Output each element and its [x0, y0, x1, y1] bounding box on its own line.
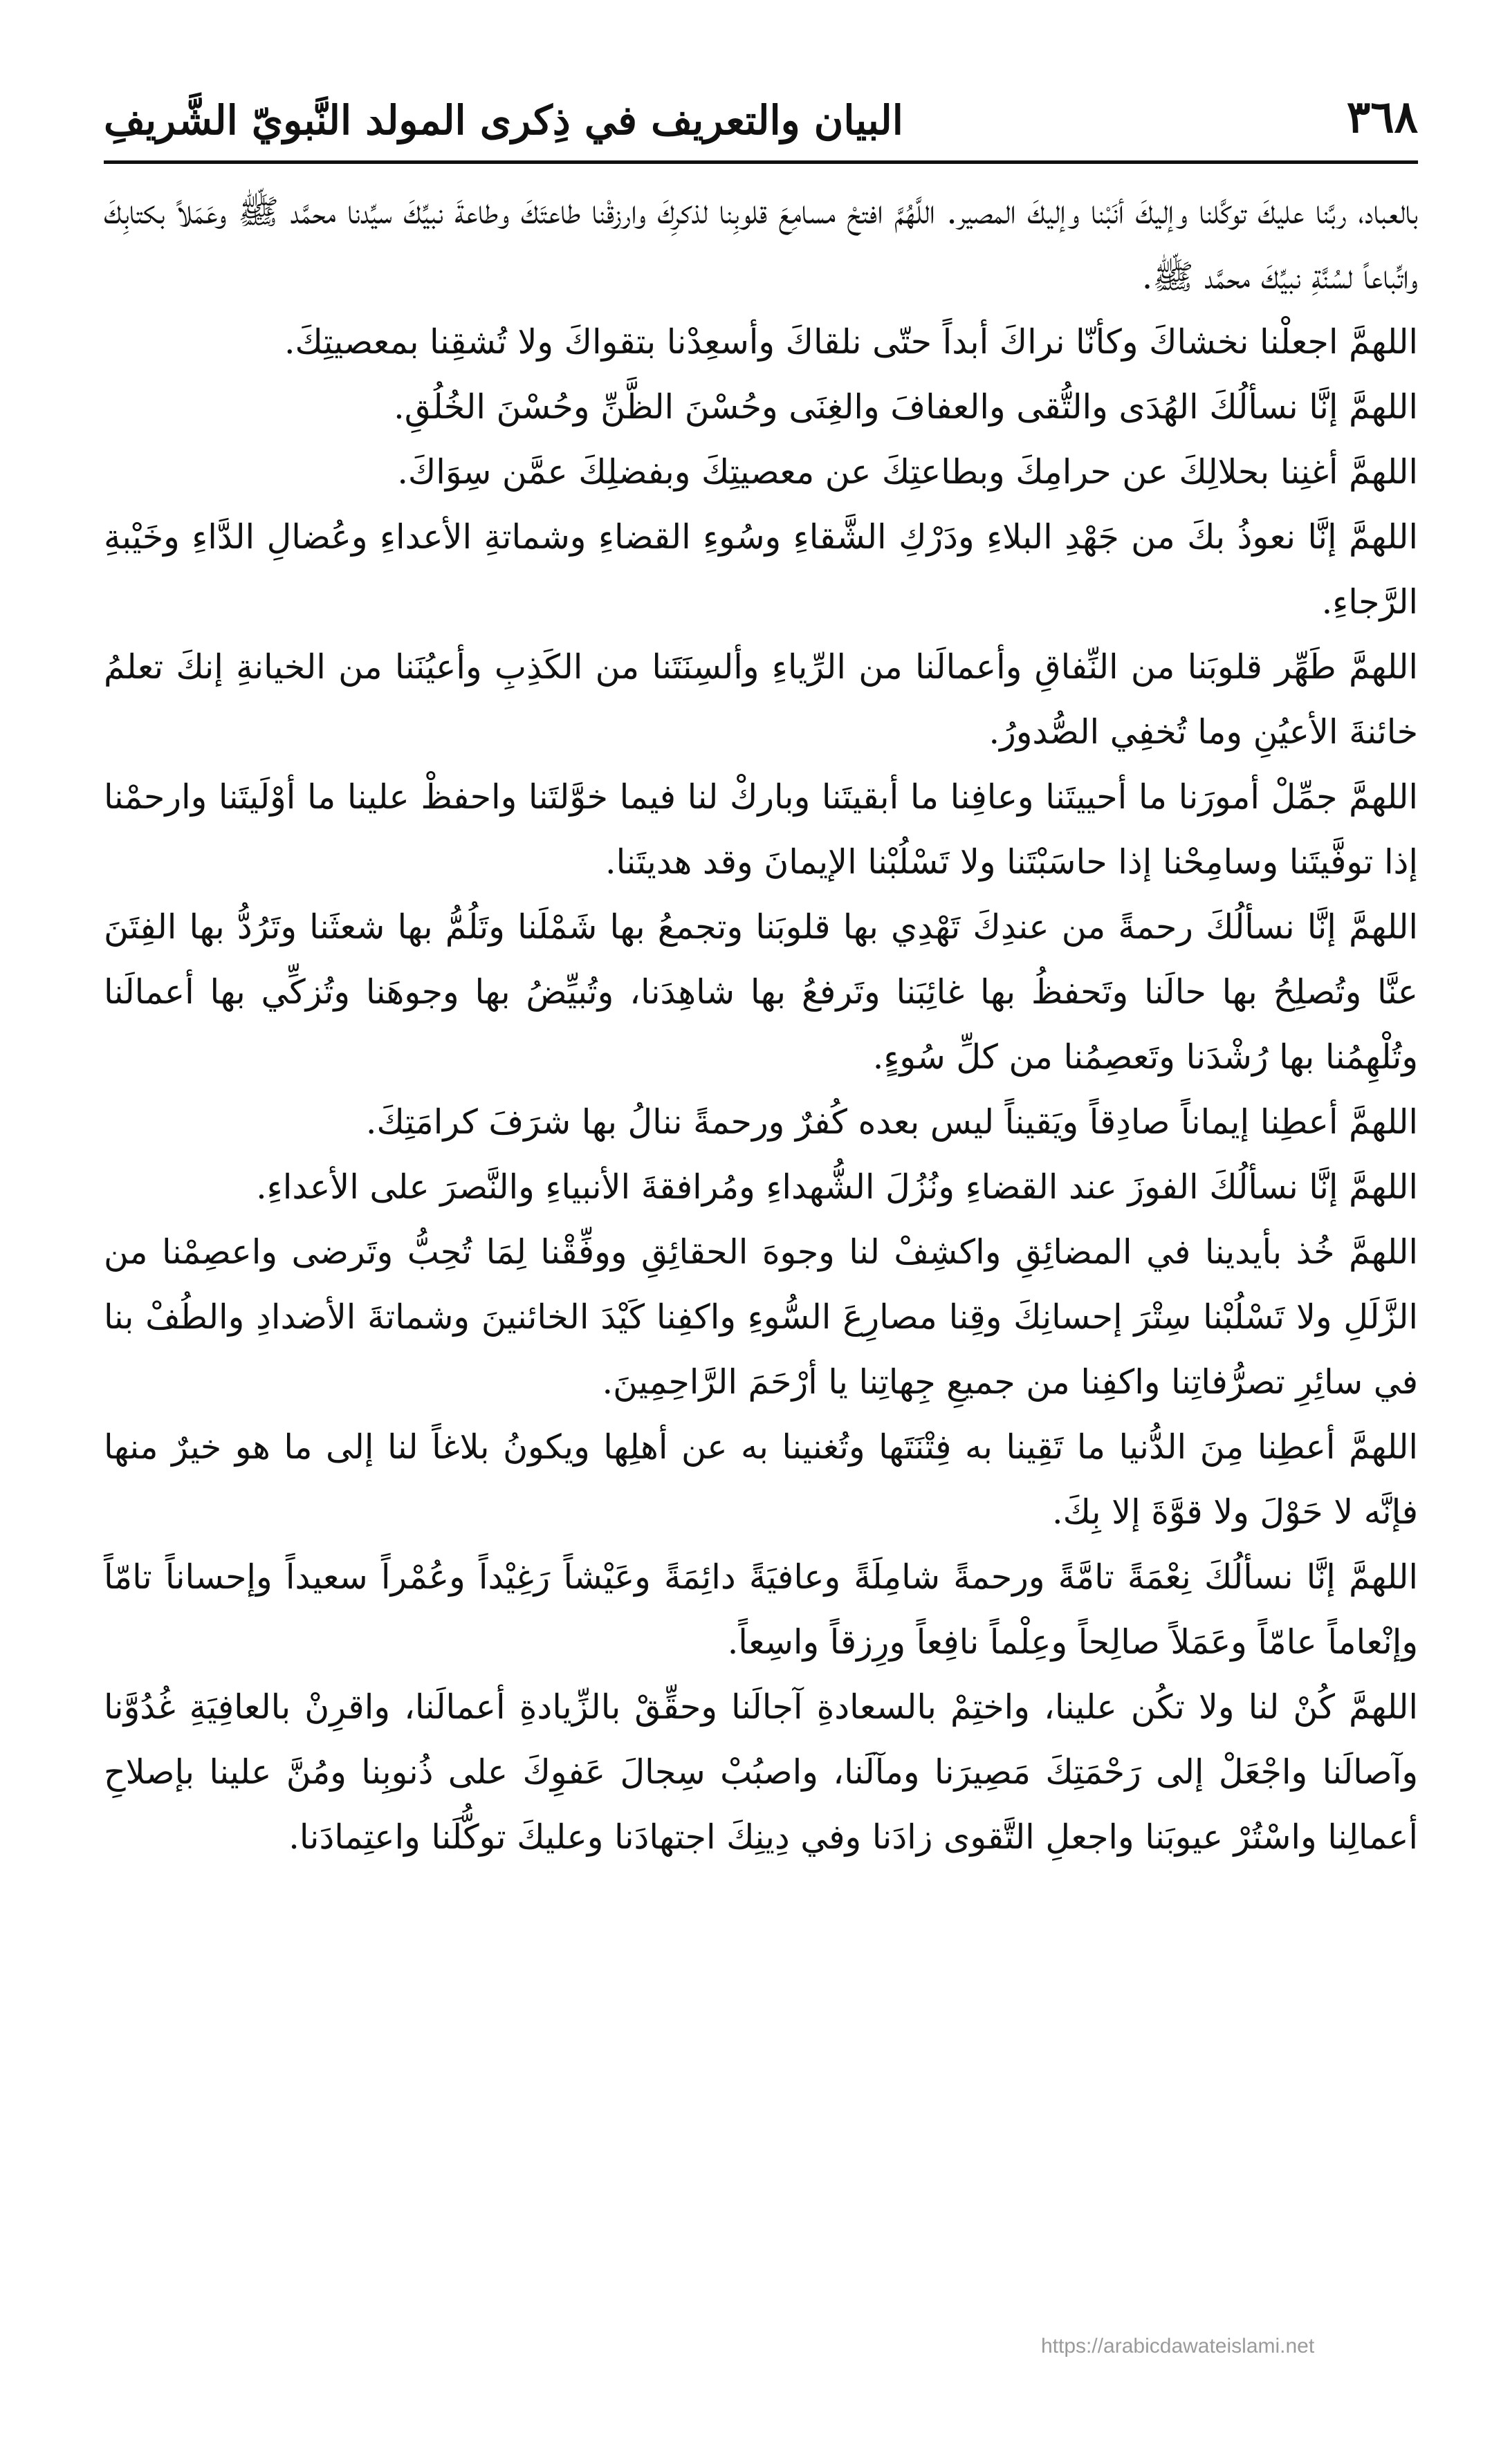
page-header	[104, 83, 1418, 159]
page-body	[104, 180, 1418, 1870]
paragraph-supplication: اللهمَّ إنَّا نعوذُ بكَ من جَهْدِ البلاءِ ودَرْكِ الشَّقاءِ وسُوءِ القضاءِ وشماتةِ الأعداءِ وعُضالِ الدَّاءِ وخَيْبةِ الرَّجاءِ.	[104, 517, 1418, 622]
watermark-url: https://arabicdawateislami.net	[1041, 2335, 1315, 2358]
paragraph-supplication: اللهمَّ أغنِنا بحلالِكَ عن حرامِكَ وبطاعتِكَ عن معصيتِكَ وبفضلِكَ عمَّن سِوَاكَ.	[397, 452, 1418, 492]
paragraph-supplication: اللهمَّ إنَّا نسألُكَ الفوزَ عند القضاءِ ونُزُلَ الشُّهداءِ ومُرافقةَ الأنبياءِ والنَّصرَ على الأعداءِ.	[256, 1167, 1418, 1207]
paragraph-continuation: بالعباد، ربَّنا عليكَ توكَّلنا وإليكَ أنَبْنا وإليكَ المصير. اللَّهُمَّ افتحْ مسامِعَ قلوبِنا لذكرِكَ وارزقْنا طاعتَكَ وطاعةَ نبيِّكَ سيِّدنا محمَّد ﷺ وعَمَلاً بكتابِكَ واتِّباعاً لسُنَّةِ نبيِّكَ محمَّد ﷺ.	[104, 192, 1418, 297]
page-number: ٣٦٨	[1346, 91, 1418, 143]
paragraph-supplication: اللهمَّ كُنْ لنا ولا تكُن علينا، واختِمْ بالسعادةِ آجالَنا وحقِّقْ بالزِّيادةِ أعمالَنا، واقرِنْ بالعافِيَةِ غُدُوَّنا وآصالَنا واجْعَلْ إلى رَحْمَتِكَ مَصِيرَنا ومآلَنا، واصبُبْ سِجالَ عَفوِكَ على ذُنوبِنا ومُنَّ علينا بإصلاحِ أعمالِنا واسْتُرْ عيوبَنا واجعلِ التَّقوى زادَنا وفي دِينِكَ اجتهادَنا وعليكَ توكُّلَنا واعتِمادَنا.	[104, 1687, 1418, 1857]
paragraph-supplication: اللهمَّ جمِّلْ أمورَنا ما أحييتَنا وعافِنا ما أبقيتَنا وباركْ لنا فيما خوَّلتَنا واحفظْ علينا ما أوْلَيتَنا وارحمْنا إذا توفَّيتَنا وسامِحْنا إذا حاسَبْتَنا ولا تَسْلُبْنا الإيمانَ وقد هديتَنا.	[104, 777, 1418, 882]
header-divider	[104, 160, 1418, 164]
running-title: البيان والتعريف في ذِكرى المولد النَّبويّ الشَّريفِ	[104, 97, 903, 144]
paragraph-supplication: اللهمَّ إنَّا نسألُكَ الهُدَى والتُّقى والعفافَ والغِنَى وحُسْنَ الظَّنِّ وحُسْنَ الخُلُقِ.	[394, 387, 1418, 427]
paragraph-supplication: اللهمَّ إنَّا نسألُكَ نِعْمَةً تامَّةً ورحمةً شامِلَةً وعافيَةً دائِمَةً وعَيْشاً رَغِيْداً وعُمْراً سعيداً وإحساناً تامّاً وإنْعاماً عامّاً وعَمَلاً صالِحاً وعِلْماً نافِعاً ورِزقاً واسِعاً.	[104, 1557, 1418, 1662]
paragraph-supplication: اللهمَّ خُذ بأيدينا في المضائِقِ واكشِفْ لنا وجوهَ الحقائِقِ ووفِّقْنا لِمَا تُحِبُّ وتَرضى واعصِمْنا من الزَّلَلِ ولا تَسْلُبْنا سِتْرَ إحسانِكَ وقِنا مصارِعَ السُّوءِ واكفِنا كَيْدَ الخائنينَ وشماتةَ الأضدادِ والطُفْ بنا في سائِرِ تصرُّفاتِنا واكفِنا من جميعِ جِهاتِنا يا أرْحَمَ الرَّاحِمِينَ.	[104, 1232, 1418, 1402]
paragraph-supplication: اللهمَّ إنَّا نسألُكَ رحمةً من عندِكَ تَهْدِي بها قلوبَنا وتجمعُ بها شَمْلَنا وتَلُمُّ بها شعثَنا وتَرُدُّ بها الفِتَنَ عنَّا وتُصلِحُ بها حالَنا وتَحفظُ بها غائِبَنا وتَرفعُ بها شاهِدَنا، وتُبيِّضُ بها وجوهَنا وتُزكِّي بها أعمالَنا وتُلْهِمُنا بها رُشْدَنا وتَعصِمُنا من كلِّ سُوءٍ.	[104, 907, 1418, 1077]
paragraph-supplication: اللهمَّ أعطِنا إيماناً صادِقاً ويَقيناً ليس بعده كُفرٌ ورحمةً ننالُ بها شرَفَ كرامَتِكَ.	[365, 1102, 1418, 1142]
paragraph-supplication: اللهمَّ اجعلْنا نخشاكَ وكأنّا نراكَ أبداً حتّى نلقاكَ وأسعِدْنا بتقواكَ ولا تُشقِنا بمعصيتِكَ.	[284, 322, 1418, 362]
paragraph-supplication: اللهمَّ طَهِّر قلوبَنا من النِّفاقِ وأعمالَنا من الرِّياءِ وألسِنَتَنا من الكَذِبِ وأعيُنَنا من الخيانةِ إنكَ تعلمُ خائنةَ الأعيُنِ وما تُخفِي الصُّدورُ.	[104, 647, 1418, 752]
paragraph-supplication: اللهمَّ أعطِنا مِنَ الدُّنيا ما تَقِينا به فِتْنَتَها وتُغنينا به عن أهلِها ويكونُ بلاغاً لنا إلى ما هو خيرٌ منها فإنَّه لا حَوْلَ ولا قوَّةَ إلا بِكَ.	[104, 1427, 1418, 1532]
